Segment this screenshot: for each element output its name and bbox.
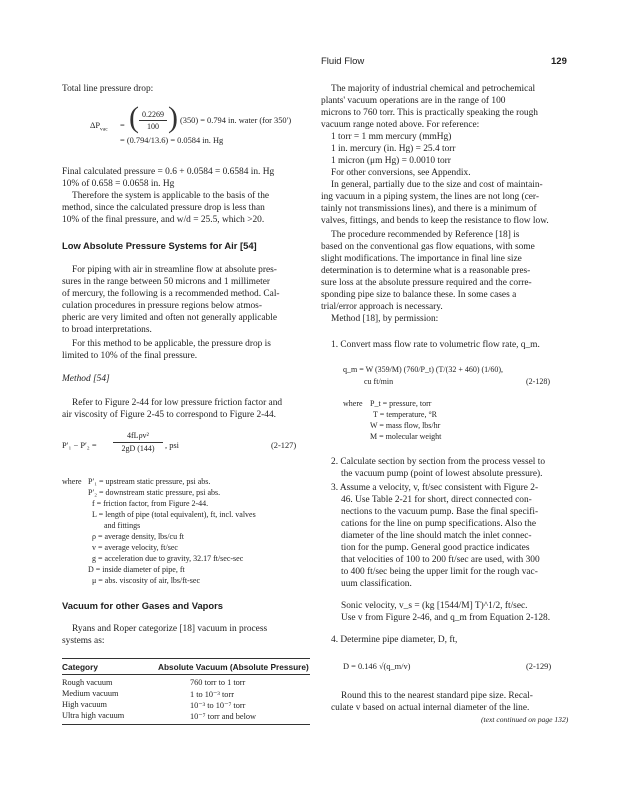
running-head: Fluid Flow bbox=[321, 56, 365, 67]
para-general-line: valves, fittings, and bends to keep the resistance to flow low. bbox=[321, 216, 549, 226]
para-general-line: In general, partially due to the size and cost of maintain- bbox=[331, 180, 543, 190]
para-ryans-line: Ryans and Roper categorize [18] vacuum in process bbox=[72, 624, 268, 634]
table-header-vacuum: Absolute Vacuum (Absolute Pressure) bbox=[158, 662, 309, 672]
definition: D = inside diameter of pipe, ft bbox=[88, 565, 185, 574]
definition: W = mass flow, lbs/hr bbox=[370, 421, 441, 430]
para-refer-line: air viscosity of Figure 2-45 to correspond to Figure 2-44. bbox=[62, 410, 277, 420]
definition: P′₂ = downstream static pressure, psi abs. bbox=[88, 488, 221, 497]
eq128-line2: cu ft/min bbox=[364, 377, 394, 386]
sonic-velocity-line: Sonic velocity, v_s = (kg [1544/M] T)^1/2, ft/sec. bbox=[341, 601, 528, 611]
w-d-line: 10% of the final pressure, and w/d = 25.5, which >20. bbox=[62, 215, 265, 225]
para-limit-line: For this method to be applicable, the pressure drop is bbox=[72, 339, 271, 349]
para-procedure-line: The procedure recommended by Reference [18] is bbox=[331, 230, 520, 240]
eq1-lhs-sub: vac bbox=[100, 126, 108, 133]
table-row-range: 760 torr to 1 torr bbox=[190, 678, 246, 687]
para-general-line: ing vacuum in a piping system, the lines are not long (cer- bbox=[321, 192, 539, 202]
para-low-line: to broad interpretations. bbox=[62, 325, 152, 335]
step-3-line: tion for the pump. General good practice indicates bbox=[341, 543, 530, 553]
eq1-frac-bar bbox=[139, 120, 167, 121]
definition: f = friction factor, from Figure 2-44. bbox=[92, 499, 209, 508]
eq1-lhs bbox=[90, 121, 108, 133]
table-row-range: 10⁻³ to 10⁻⁷ torr bbox=[190, 701, 246, 710]
eq127-num: 4fLρv² bbox=[127, 431, 149, 440]
para-procedure-line: trial/error approach is necessary. bbox=[321, 302, 443, 312]
para-low-line: of mercury, the following is a recommended method. Cal- bbox=[62, 289, 280, 299]
step-3-line: cations for the line on pump specifications. Also the bbox=[341, 519, 537, 529]
heading-low-absolute: Low Absolute Pressure Systems for Air [54] bbox=[62, 240, 257, 251]
method-18-label: Method [18], by permission: bbox=[331, 314, 439, 324]
appendix-line: For other conversions, see Appendix. bbox=[331, 168, 471, 178]
where-word: where bbox=[62, 477, 82, 486]
page-number: 129 bbox=[551, 56, 567, 67]
step-3-line: 3. Assume a velocity, v, ft/sec consistent with Figure 2- bbox=[331, 483, 539, 493]
eq1-rest: (350) = 0.794 in. water (for 350′) bbox=[180, 116, 292, 125]
eq1-paren-right: ) bbox=[168, 101, 178, 134]
eq128-number: (2-128) bbox=[526, 377, 550, 386]
para-low-line: culation procedures in pressure regions below atmos- bbox=[62, 301, 262, 311]
definition: T = temperature, °R bbox=[373, 410, 437, 419]
table-row-range: 1 to 10⁻³ torr bbox=[190, 690, 234, 699]
heading-vacuum: Vacuum for other Gases and Vapors bbox=[62, 600, 223, 611]
definition: L = length of pipe (total equivalent), ft, incl. valves bbox=[92, 510, 256, 519]
eq1-lhs-symbol: ΔP bbox=[90, 121, 101, 130]
definition: P′₁ = upstream static pressure, psi abs. bbox=[88, 477, 211, 486]
round-line: Round this to the nearest standard pipe size. Recal- bbox=[341, 691, 533, 701]
therefore-line: Therefore the system is applicable to the basis of the bbox=[72, 191, 270, 201]
step-3-line: 46. Use Table 2-21 for short, direct connected con- bbox=[341, 495, 532, 505]
para-low-line: For piping with air in streamline flow at absolute pres- bbox=[72, 265, 277, 275]
para-majority-line: plants' vacuum operations are in the range of 100 bbox=[321, 96, 506, 106]
para-majority-line: vacuum range noted above. For reference: bbox=[321, 120, 480, 130]
eq1-equals: = bbox=[120, 121, 125, 130]
step-4: 4. Determine pipe diameter, D, ft, bbox=[331, 635, 458, 645]
total-drop-label: Total line pressure drop: bbox=[62, 84, 154, 94]
step-3-line: uum classification. bbox=[341, 579, 412, 589]
para-refer-line: Refer to Figure 2-44 for low pressure friction factor and bbox=[72, 398, 283, 408]
step-3-line: nections to the vacuum pump. Base the final specifi- bbox=[341, 507, 539, 517]
final-pressure-line: Final calculated pressure = 0.6 + 0.0584 = 0.6584 in. Hg bbox=[62, 167, 275, 177]
eq127-lhs: P′₁ − P′₂ = bbox=[62, 441, 97, 450]
method-label: Method [54] bbox=[62, 374, 110, 384]
ten-percent-line: 10% of 0.658 = 0.0658 in. Hg bbox=[62, 179, 175, 189]
step-3-line: to 400 ft/sec being the upper limit for the rough vac- bbox=[341, 567, 538, 577]
eq127-den: 2gD (144) bbox=[121, 444, 155, 453]
eq129-number: (2-129) bbox=[526, 662, 552, 671]
table-row-category: High vacuum bbox=[62, 700, 107, 709]
eq1-frac-num: 0.2269 bbox=[142, 110, 164, 119]
para-low-line: pheric are very limited and often not generally applicable bbox=[62, 313, 278, 323]
step-2-line: 2. Calculate section by section from the process vessel to bbox=[331, 457, 546, 467]
eq127-frac-bar bbox=[113, 442, 163, 443]
para-majority-line: The majority of industrial chemical and petrochemical bbox=[331, 84, 536, 94]
para-procedure-line: determination is to determine what is a reasonable pres- bbox=[321, 266, 531, 276]
definition: g = acceleration due to gravity, 32.17 ft/sec-sec bbox=[92, 554, 244, 563]
eq1-frac-den: 100 bbox=[147, 122, 159, 131]
conversion-line: 1 in. mercury (in. Hg) = 25.4 torr bbox=[331, 144, 456, 154]
step-3-line: diameter of the line should match the inlet connec- bbox=[341, 531, 532, 541]
step-1: 1. Convert mass flow rate to volumetric flow rate, q_m. bbox=[331, 340, 540, 350]
definition: M = molecular weight bbox=[370, 432, 442, 441]
definition: μ = abs. viscosity of air, lbs/ft-sec bbox=[92, 576, 201, 585]
eq127-number: (2-127) bbox=[271, 441, 297, 450]
table-row-category: Medium vacuum bbox=[62, 689, 119, 698]
table-rule-top bbox=[62, 658, 310, 659]
para-procedure-line: based on the conventional gas flow equations, with some bbox=[321, 242, 535, 252]
conversion-line: 1 micron (μm Hg) = 0.0010 torr bbox=[331, 156, 451, 166]
table-rule-bottom bbox=[62, 724, 310, 725]
method-line: method, since the calculated pressure drop is less than bbox=[62, 203, 265, 213]
para-limit-line: limited to 10% of the final pressure. bbox=[62, 351, 198, 361]
para-majority-line: microns to 760 torr. This is practically speaking the rough bbox=[321, 108, 538, 118]
para-procedure-line: sure loss at the absolute pressure required and the corre- bbox=[321, 278, 532, 288]
sonic-velocity-line: Use v from Figure 2-46, and q_m from Equation 2-128. bbox=[341, 613, 551, 623]
eq1-paren-left: ( bbox=[129, 101, 139, 134]
para-procedure-line: slight modifications. The importance in final line size bbox=[321, 254, 522, 264]
para-low-line: sures in the range between 50 microns and 1 millimeter bbox=[62, 277, 271, 287]
para-ryans-line: systems as: bbox=[62, 636, 105, 646]
step-3-line: that velocities of 100 to 200 ft/sec are used, with 300 bbox=[341, 555, 540, 565]
where-word: where bbox=[343, 399, 363, 408]
conversion-line: 1 torr = 1 mm mercury (mmHg) bbox=[331, 132, 452, 142]
definition: and fittings bbox=[104, 521, 141, 530]
para-procedure-line: sponding pipe size to balance these. In some cases a bbox=[321, 290, 517, 300]
table-header-category: Category bbox=[62, 662, 98, 672]
eq127-unit: , psi bbox=[165, 441, 179, 450]
eq1-line2: = (0.794/13.6) = 0.0584 in. Hg bbox=[120, 136, 224, 145]
eq129: D = 0.146 √(q_m/v) bbox=[343, 662, 411, 671]
definition: ρ = average density, lbs/cu ft bbox=[92, 532, 184, 541]
continued-note: (text continued on page 132) bbox=[481, 715, 569, 724]
definition: v = average velocity, ft/sec bbox=[92, 543, 178, 552]
table-row-range: 10⁻⁷ torr and below bbox=[190, 712, 257, 721]
step-2-line: the vacuum pump (point of lowest absolute pressure). bbox=[341, 469, 543, 479]
para-general-line: tainly not transmissions lines), and there is a minimum of bbox=[321, 204, 537, 214]
table-row-category: Rough vacuum bbox=[62, 678, 113, 687]
eq128-line1: q_m = W (359/M) (760/P_t) (T/(32 + 460) (1/60), bbox=[343, 365, 504, 374]
table-rule-mid bbox=[62, 674, 310, 675]
table-row-category: Ultra high vacuum bbox=[62, 711, 125, 720]
round-line: culate v based on actual internal diameter of the line. bbox=[331, 703, 530, 713]
definition: P_t = pressure, torr bbox=[370, 399, 432, 408]
